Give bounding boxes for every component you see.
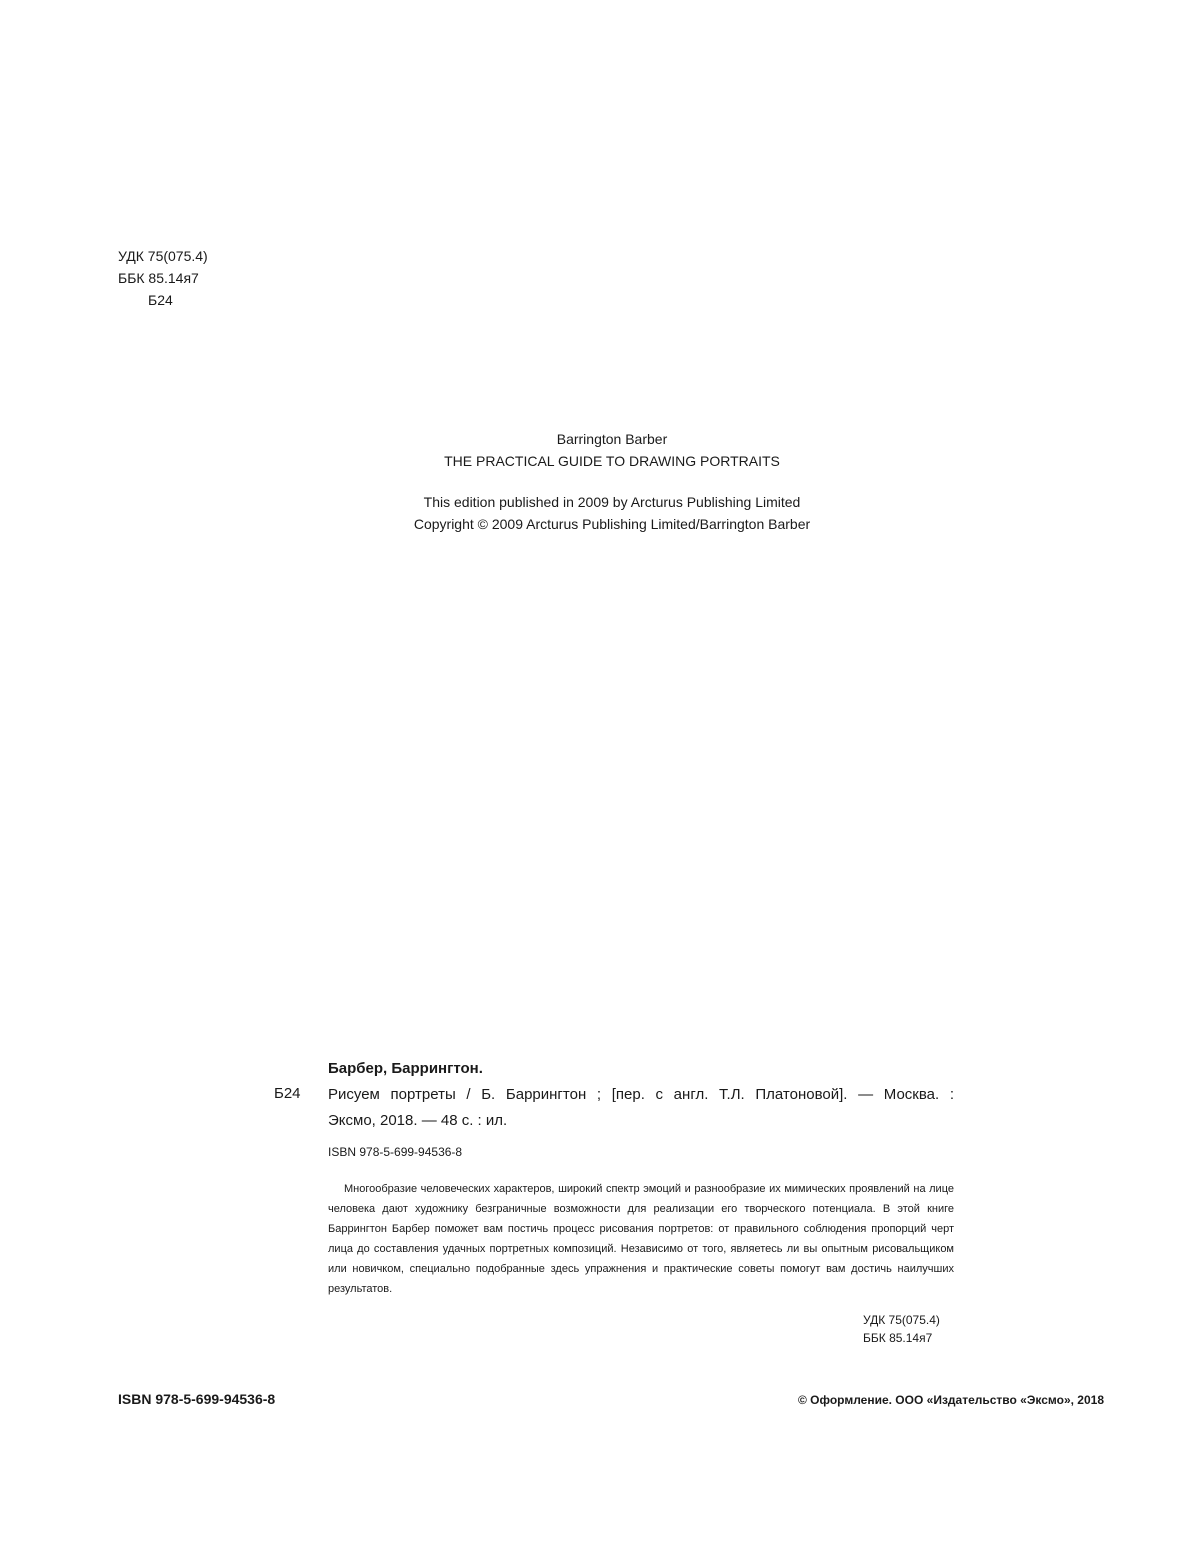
footer-isbn: ISBN 978-5-699-94536-8	[118, 1391, 276, 1407]
spacer	[300, 472, 924, 491]
footer-copyright: © Оформление. ООО «Издательство «Эксмо», 2018	[797, 1393, 1104, 1407]
catalog-description-line1: Рисуем портреты / Б. Баррингтон ; [пер. с англ. Т.Л. Платоновой]. — Москва. :	[328, 1086, 954, 1103]
original-title: THE PRACTICAL GUIDE TO DRAWING PORTRAITS	[444, 453, 780, 469]
author-code: Б24	[148, 292, 173, 308]
catalog-code: Б24	[274, 1085, 301, 1102]
udk-code: УДК 75(075.4)	[118, 248, 208, 264]
catalog-classification	[863, 1311, 940, 1347]
catalog-description-line2: Эксмо, 2018. — 48 с. : ил.	[328, 1112, 508, 1129]
catalog-udk: УДК 75(075.4)	[863, 1313, 940, 1327]
catalog-description	[328, 1082, 954, 1134]
original-author: Barrington Barber	[556, 431, 668, 447]
edition-note: This edition published in 2009 by Arcturus Publishing Limited	[423, 494, 801, 510]
classification-block	[118, 245, 208, 311]
catalog-bbk: ББК 85.14я7	[863, 1331, 933, 1345]
catalog-heading: Барбер, Баррингтон.	[328, 1060, 483, 1077]
original-copyright: Copyright © 2009 Arcturus Publishing Limited/Barrington Barber	[413, 516, 811, 532]
catalog-isbn: ISBN 978-5-699-94536-8	[328, 1145, 463, 1159]
original-edition-block	[300, 428, 924, 535]
catalog-annotation: Многообразие человеческих характеров, широкий спектр эмоций и разнообразие их мимических проявлений на лице человека дают художнику безграничные возможности для реализации его творческого потенциала. В этой книге Баррингтон Барбер поможет вам постичь процесс рисования портретов: от правильного соблюдения пропорций черт лица до составления удачных портретных композиций. Независимо от того, являетесь ли вы опытным рисовальщиком или новичком, специально подобранные здесь упражнения и практические советы помогут вам достичь наилучших результатов.	[328, 1183, 954, 1295]
bbk-code: ББК 85.14я7	[118, 270, 199, 286]
